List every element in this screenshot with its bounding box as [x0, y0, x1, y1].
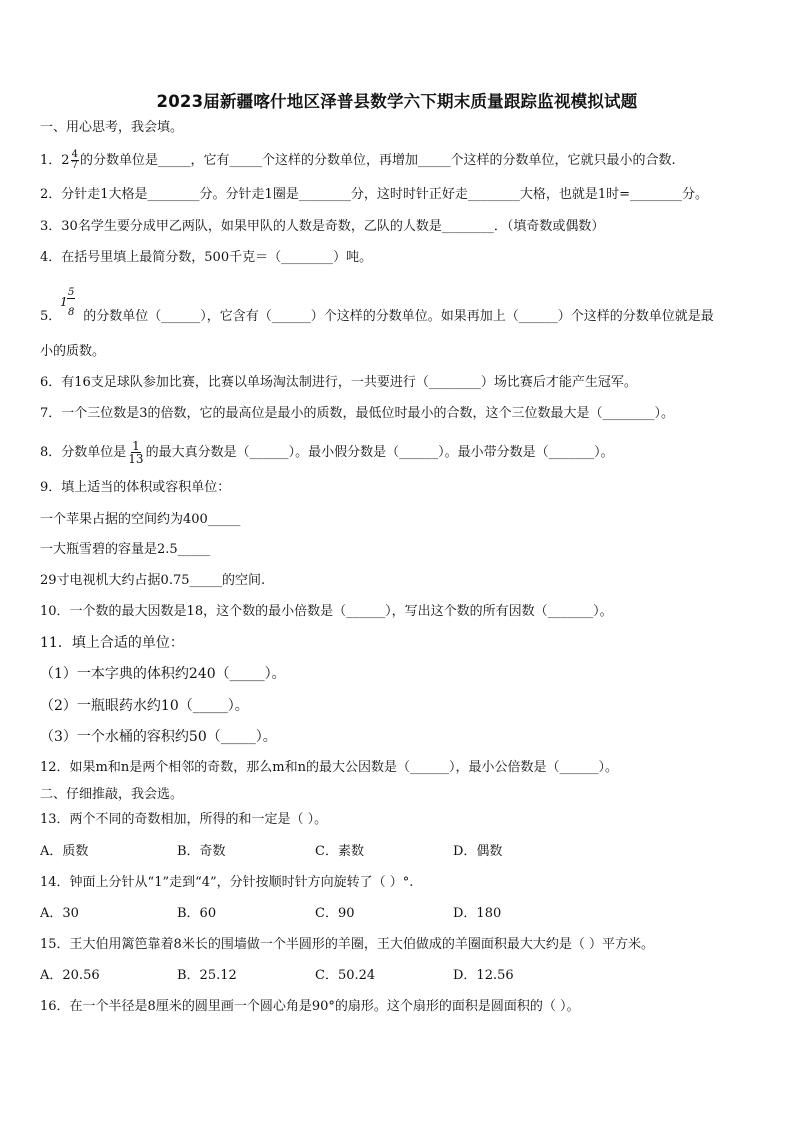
question-14: 14．钟面上分针从“1”走到“4”，分针按顺时针方向旋转了（ ）°. — [40, 875, 414, 890]
question-11-line-3: （3）一个水桶的容积约50（_____）。 — [40, 729, 277, 745]
option-c: C．素数 — [315, 844, 364, 859]
fraction-numerator: 1 — [132, 439, 140, 453]
question-8 — [40, 440, 614, 465]
question-number: 5． — [40, 309, 62, 324]
question-9-line-2: 一大瓶雪碧的容量是2.5_____ — [40, 542, 211, 557]
question-number: 1． — [40, 153, 62, 168]
fraction-denominator: 8 — [68, 307, 75, 318]
question-prefix: 8．分数单位是 — [40, 445, 127, 460]
question-7: 7．一个三位数是3的倍数，它的最高位是最小的质数，最低位时最小的合数，这个三位数最大是（________）。 — [40, 406, 675, 421]
section-2-heading: 二、仔细推敲，我会选。 — [40, 787, 184, 802]
page-title: 2023届新疆喀什地区泽普县数学六下期末质量跟踪监视模拟试题 — [156, 92, 638, 111]
option-d: D．偶数 — [453, 844, 503, 859]
question-9-line-1: 一个苹果占据的空间约为400_____ — [40, 512, 241, 527]
question-15: 15．王大伯用篱笆靠着8米长的围墙做一个半圆形的羊圈，王大伯做成的羊圈面积最大大约是（ ）平方米。 — [40, 937, 654, 952]
option-c: C．90 — [315, 906, 355, 921]
question-16: 16．在一个半径是8厘米的圆里画一个圆心角是90°的扇形。这个扇形的面积是圆面积的（ ）。 — [40, 999, 580, 1014]
option-a: A．质数 — [40, 844, 89, 859]
question-text: 的分数单位是_____，它有_____个这样的分数单位，再增加_____个这样的分数单位，它就只最小的合数. — [79, 153, 676, 168]
section-1-heading: 一、用心思考，我会填。 — [40, 120, 184, 135]
question-13: 13．两个不同的奇数相加，所得的和一定是（ ）。 — [40, 812, 328, 827]
question-12: 12．如果m和n是两个相邻的奇数，那么m和n的最大公因数是（______），最小公倍数是（______）。 — [40, 760, 618, 775]
mixed-number-whole: 1 — [60, 295, 68, 309]
question-11-line-1: （1）一本字典的体积约240（_____）。 — [40, 666, 286, 682]
question-11: 11．填上合适的单位： — [40, 635, 184, 651]
question-1 — [40, 150, 676, 171]
question-5-continued: 小的质数。 — [40, 344, 106, 359]
question-9-line-3: 29寸电视机大约占据0.75_____的空间. — [40, 573, 266, 588]
question-4: 4．在括号里填上最简分数，500千克＝（________）吨。 — [40, 250, 373, 265]
option-b: B．60 — [177, 906, 217, 921]
question-text: 的分数单位（______），它含有（______）个这样的分数单位。如果再加上（______）个这样的分数单位就是最 — [83, 309, 714, 324]
fraction-numerator: 4 — [71, 149, 78, 160]
question-9: 9．填上适当的体积或容积单位： — [40, 480, 231, 495]
mixed-number-whole: 2 — [61, 153, 70, 168]
question-10: 10．一个数的最大因数是18，这个数的最小倍数是（______），写出这个数的所有因数（_______）。 — [40, 604, 613, 619]
option-b: B．25.12 — [177, 968, 237, 983]
question-11-line-2: （2）一瓶眼药水约10（_____）。 — [40, 698, 249, 714]
question-6: 6．有16支足球队参加比赛，比赛以单场淘汰制进行，一共要进行（________）场比赛后才能产生冠军。 — [40, 375, 637, 390]
fraction-numerator: 5 — [68, 287, 75, 298]
fraction — [127, 440, 144, 465]
option-b: B．奇数 — [177, 844, 226, 859]
option-a: A．30 — [40, 906, 79, 921]
question-3: 3．30名学生要分成甲乙两队，如果甲队的人数是奇数，乙队的人数是________．（填奇数或偶数） — [40, 219, 605, 234]
option-d: D．12.56 — [453, 968, 514, 983]
question-text: 的最大真分数是（______）。最小假分数是（______）。最小带分数是（_______）。 — [145, 445, 614, 460]
option-c: C．50.24 — [315, 968, 376, 983]
option-d: D．180 — [453, 906, 502, 921]
question-2: 2．分针走1大格是________分。分针走1圈是________分，这时时针正好走________大格，也就是1时=________分。 — [40, 187, 708, 202]
option-a: A．20.56 — [40, 968, 100, 983]
question-5 — [40, 308, 714, 326]
fraction — [71, 150, 79, 171]
fraction-denominator: 7 — [71, 160, 78, 171]
fraction-denominator: 13 — [128, 452, 144, 466]
